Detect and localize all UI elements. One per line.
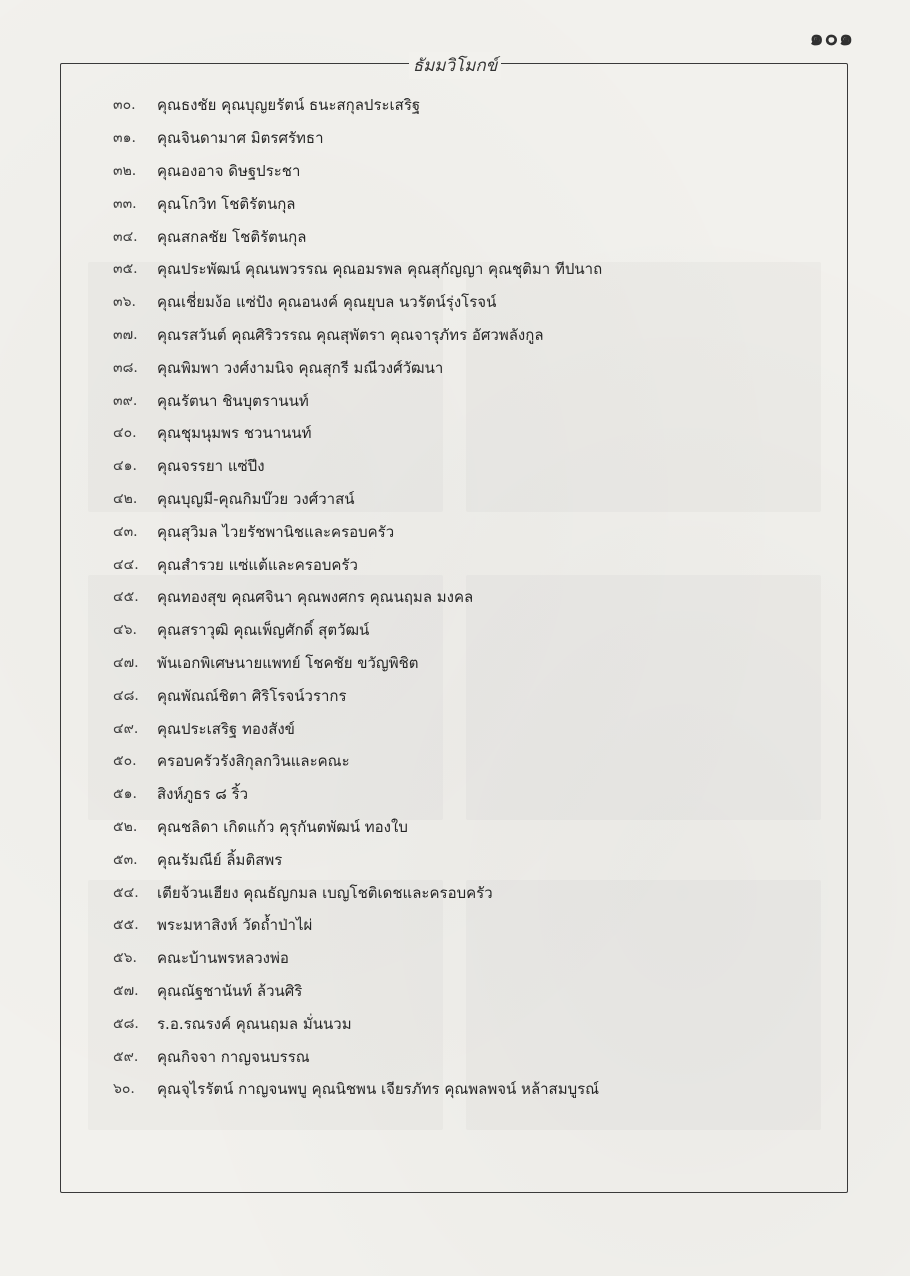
item-number: ๕๖.: [113, 950, 137, 967]
item-name: คุณกิจจา กาญจนบรรณ: [157, 1047, 310, 1066]
item-number: ๓๒.: [113, 162, 137, 179]
item-number: ๕๕.: [113, 917, 139, 934]
item-number: ๓๙.: [113, 392, 138, 409]
item-name: พันเอกพิเศษนายแพทย์ โชคชัย ขวัญพิชิต: [157, 653, 419, 672]
item-name: คุณทองสุข คุณศจินา คุณพงศกร คุณนฤมล มงคล: [157, 588, 474, 607]
item-name: คุณสุวิมล ไวยรัชพานิชและครอบครัว: [157, 522, 395, 541]
list-item: [113, 745, 833, 778]
item-number: ๓๑.: [113, 130, 136, 147]
item-number: ๓๘.: [113, 359, 138, 376]
item-number: ๕๙.: [113, 1048, 139, 1065]
list-item: [113, 778, 833, 811]
item-name: คุณจุไรรัตน์ กาญจนพบู คุณนิชพน เจียรภัทร คุณพลพจน์ หล้าสมบูรณ์: [157, 1080, 600, 1099]
item-number: ๕๔.: [113, 884, 139, 901]
item-name: คุณประพัฒน์ คุณนพวรรณ คุณอมรพล คุณสุกัญญา คุณชุติมา ทีปนาถ: [157, 260, 603, 279]
item-name: คุณชลิดา เกิดแก้ว คุรุกันตพัฒน์ ทองใบ: [157, 817, 408, 836]
list-item: [113, 975, 833, 1008]
item-name: คุณสกลชัย โชติรัตนกุล: [157, 227, 307, 246]
item-number: ๓๕.: [113, 261, 138, 278]
item-number: ๕๓.: [113, 851, 138, 868]
item-number: ๓๐.: [113, 97, 136, 114]
list-item: [113, 942, 833, 975]
item-number: ๓๖.: [113, 294, 136, 311]
item-number: ๔๙.: [113, 720, 139, 737]
item-number: ๔๒.: [113, 490, 138, 507]
list-item: [113, 319, 833, 352]
item-number: ๔๐.: [113, 425, 137, 442]
list-item: [113, 515, 833, 548]
list-item: [113, 614, 833, 647]
list-item: [113, 253, 833, 286]
list-item: [113, 1007, 833, 1040]
item-number: ๔๗.: [113, 654, 139, 671]
list-item: [113, 417, 833, 450]
item-number: ๔๑.: [113, 458, 137, 475]
item-name: คุณจรรยา แซ่ปึง: [157, 457, 265, 476]
item-name: สิงห์ภูธร ๘ ริ้ว: [157, 785, 249, 804]
item-number: ๓๔.: [113, 228, 138, 245]
item-number: ๔๖.: [113, 622, 137, 639]
item-name: คุณรสวันต์ คุณศิริวรรณ คุณสุพัตรา คุณจารุภัทร อัศวพลังกูล: [157, 325, 544, 344]
item-name: คุณพิมพา วงศ์งามนิจ คุณสุกรี มณีวงศ์วัฒนา: [157, 358, 444, 377]
list-item: [113, 811, 833, 844]
list-item: [113, 679, 833, 712]
list-item: [113, 122, 833, 155]
list-item: [113, 843, 833, 876]
item-number: ๔๕.: [113, 589, 139, 606]
donor-list: [113, 89, 833, 1106]
item-number: ๔๔.: [113, 556, 139, 573]
list-item: [113, 909, 833, 942]
list-item: [113, 384, 833, 417]
item-name: คุณประเสริฐ ทองสังข์: [157, 719, 295, 738]
item-name: พระมหาสิงห์ วัดถ้ำป่าไผ่: [157, 916, 313, 935]
item-name: คุณจินดามาศ มิตรศรัทธา: [157, 129, 324, 148]
list-item: [113, 450, 833, 483]
list-item: [113, 1073, 833, 1106]
item-name: เตียจ้วนเฮียง คุณธัญกมล เบญโชติเดชและครอบครัว: [157, 883, 493, 902]
item-name: คุณพัณณ์ชิตา ศิริโรจน์วรากร: [157, 686, 347, 705]
item-name: คุณรัตนา ชินบุตรานนท์: [157, 391, 309, 410]
item-name: คุณสำรวย แซ่แต้และครอบครัว: [157, 555, 358, 574]
list-item: [113, 647, 833, 680]
list-item: [113, 712, 833, 745]
item-number: ๔๓.: [113, 523, 138, 540]
list-item: [113, 1040, 833, 1073]
item-name: คณะบ้านพรหลวงพ่อ: [157, 949, 289, 968]
item-name: คุณธงชัย คุณบุญยรัตน์ ธนะสกุลประเสริฐ: [157, 96, 421, 115]
page-number: ๑๐๑: [809, 25, 854, 51]
item-name: ครอบครัวรังสิกุลกวินและคณะ: [157, 752, 350, 771]
item-number: ๕๐.: [113, 753, 137, 770]
running-head-title: ธัมมวิโมกข์: [409, 52, 502, 79]
item-name: คุณโกวิท โชติรัตนกุล: [157, 194, 296, 213]
item-number: ๕๑.: [113, 786, 137, 803]
item-number: ๓๓.: [113, 195, 137, 212]
item-name: คุณสราวุฒิ คุณเพ็ญศักดิ์ สุตวัฒน์: [157, 621, 370, 640]
list-item: [113, 548, 833, 581]
item-number: ๕๗.: [113, 982, 139, 999]
item-number: ๕๒.: [113, 818, 138, 835]
list-item: [113, 220, 833, 253]
item-number: ๔๘.: [113, 687, 139, 704]
item-name: คุณองอาจ ดิษฐประชา: [157, 161, 301, 180]
item-number: ๖๐.: [113, 1081, 135, 1098]
list-item: [113, 581, 833, 614]
list-item: [113, 155, 833, 188]
item-number: ๕๘.: [113, 1015, 139, 1032]
list-item: [113, 483, 833, 516]
list-item: [113, 351, 833, 384]
item-name: คุณเชี่ยมง้อ แซ่ปัง คุณอนงค์ คุณยุบล นวรัตน์รุ่งโรจน์: [157, 293, 497, 312]
item-name: คุณรัมณีย์ ลิ้มติสพร: [157, 850, 283, 869]
item-name: คุณบุญมี-คุณกิมบ๊วย วงศ์วาสน์: [157, 489, 355, 508]
item-name: ร.อ.รณรงค์ คุณนฤมล มั่นนวม: [157, 1014, 352, 1033]
list-item: [113, 876, 833, 909]
list-item: [113, 187, 833, 220]
item-name: คุณชุมนุมพร ชวนานนท์: [157, 424, 312, 443]
item-name: คุณณัฐชานันท์ ล้วนศิริ: [157, 981, 303, 1000]
list-item: [113, 89, 833, 122]
list-item: [113, 286, 833, 319]
item-number: ๓๗.: [113, 326, 138, 343]
